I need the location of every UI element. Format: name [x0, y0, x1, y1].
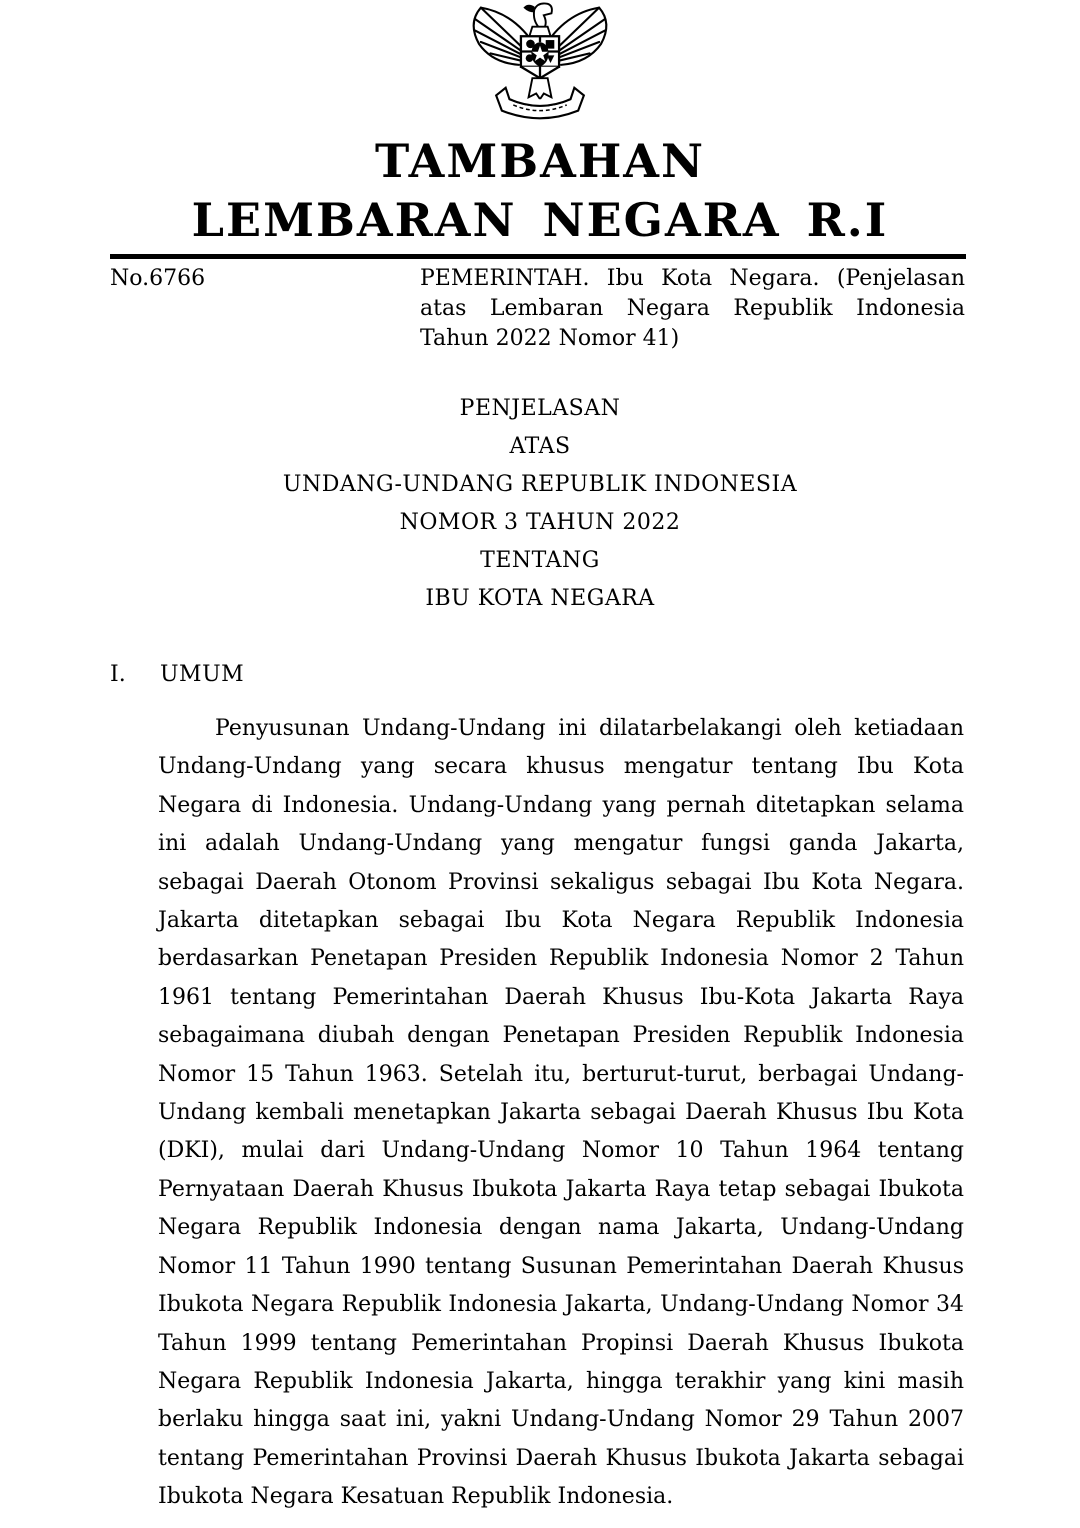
title-line-nomor-tahun: NOMOR 3 TAHUN 2022 — [399, 510, 681, 535]
section-umum — [110, 660, 964, 1517]
header-rule — [110, 254, 966, 259]
gazette-title-line2: LEMBARAN NEGARA R.I — [191, 193, 889, 247]
section-title: UMUM — [160, 662, 245, 687]
title-line-undang-undang: UNDANG-UNDANG REPUBLIK INDONESIA — [282, 472, 798, 497]
title-line-atas: ATAS — [509, 434, 571, 459]
section-paragraph: Penyusunan Undang-Undang ini dilatarbelakangi oleh ketiadaan Undang-Undang yang secara khusus mengatur tentang Ibu Kota Negara di Indonesia. Undang-Undang yang pernah ditetapkan selama ini adalah Undang-Undang yang mengatur fungsi ganda Jakarta, sebagai Daerah Otonom Provinsi sekaligus sebagai Ibu Kota Negara. Jakarta ditetapkan sebagai Ibu Kota Negara Republik Indonesia berdasarkan Penetapan Presiden Republik Indonesia Nomor 2 Tahun 1961 tentang Pemerintahan Daerah Khusus Ibu-Kota Jakarta Raya sebagaimana diubah dengan Penetapan Presiden Republik Indonesia Nomor 15 Tahun 1963. Setelah itu, berturut-turut, berbagai Undang-Undang kembali menetapkan Jakarta sebagai Daerah Khusus Ibu Kota (DKI), mulai dari Undang-Undang Nomor 10 Tahun 1964 tentang Pernyataan Daerah Khusus Ibukota Jakarta Raya tetap sebagai Ibukota Negara Republik Indonesia dengan nama Jakarta, Undang-Undang Nomor 11 Tahun 1990 tentang Susunan Pemerintahan Daerah Khusus Ibukota Negara Republik Indonesia Jakarta, Undang-Undang Nomor 34 Tahun 1999 tentang Pemerintahan Propinsi Daerah Khusus Ibukota Negara Republik Indonesia Jakarta, hingga terakhir yang kini masih berlaku hingga saat ini, yakni Undang-Undang Nomor 29 Tahun 2007 tentang Pemerintahan Provinsi Daerah Khusus Ibukota Jakarta sebagai Ibukota Negara Kesatuan Republik Indonesia. — [158, 716, 964, 1510]
gazette-header-row — [110, 264, 965, 354]
gazette-number: No.6766 — [110, 266, 206, 291]
section-heading-row — [110, 660, 964, 690]
title-line-ibu-kota-negara: IBU KOTA NEGARA — [425, 586, 655, 611]
gazette-subject: PEMERINTAH. Ibu Kota Negara. (Penjelasan atas Lembaran Negara Republik Indonesia Tahun 2022 Nomor 41) — [420, 266, 965, 351]
document-title-block — [0, 390, 1080, 618]
title-line-tentang: TENTANG — [480, 548, 600, 573]
garuda-pancasila-emblem-icon — [0, 0, 1080, 124]
masthead — [0, 0, 1080, 247]
section-numeral: I. — [110, 662, 126, 687]
gazette-title-line1: TAMBAHAN — [374, 134, 706, 188]
title-line-penjelasan: PENJELASAN — [459, 396, 621, 421]
